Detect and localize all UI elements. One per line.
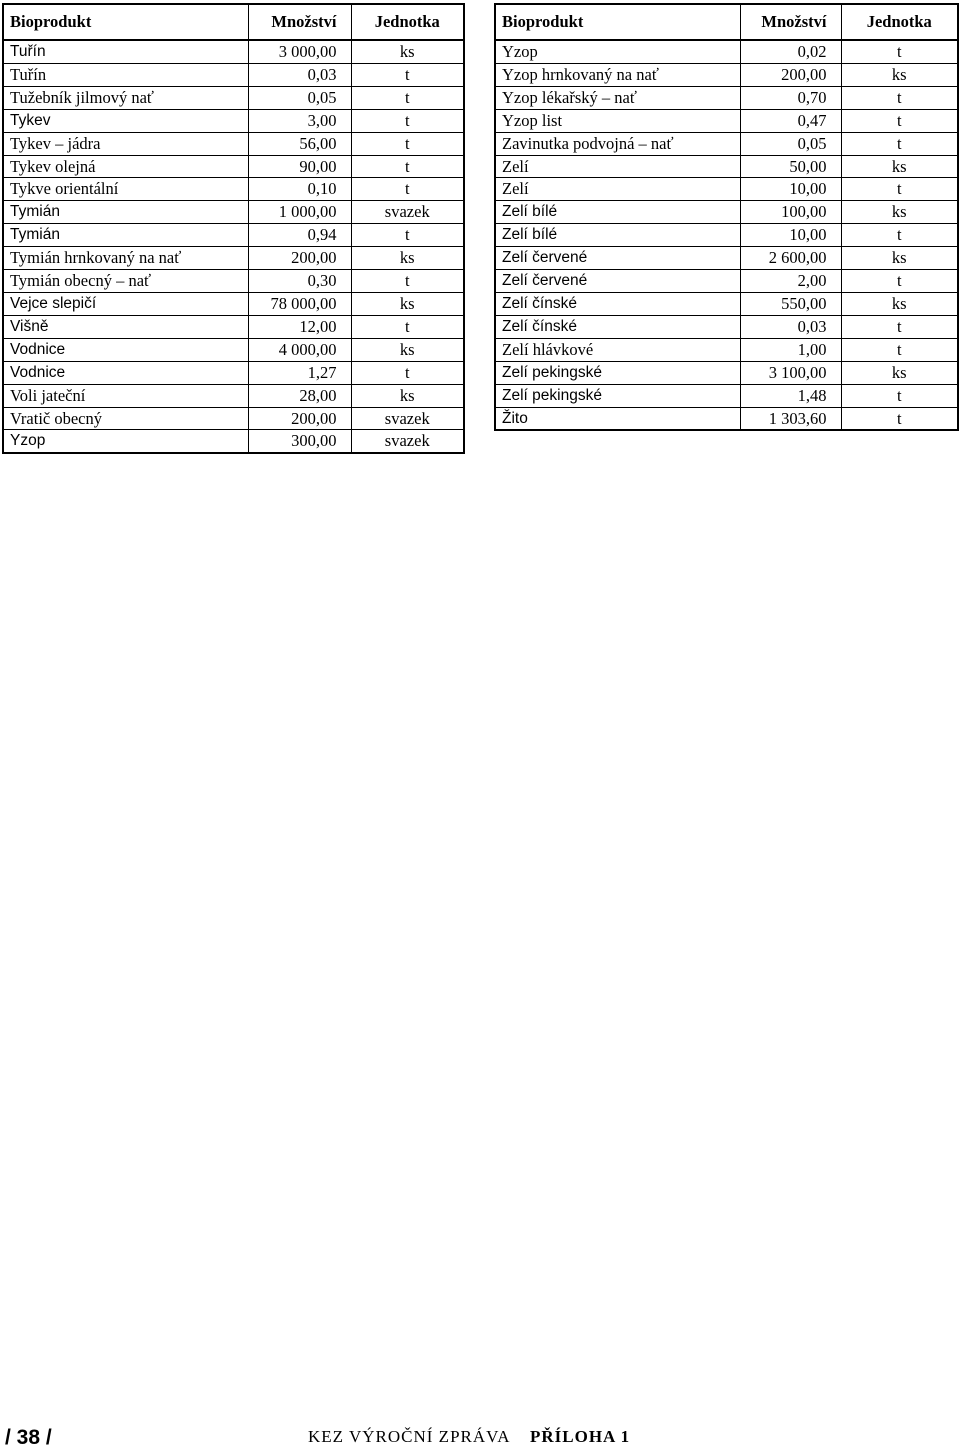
product-cell: Vodnice [3,338,248,361]
table-row [3,247,464,270]
product-cell: Zelí [495,178,740,201]
bioproduct-table-left [2,3,465,454]
product-cell: Tykve orientální [3,178,248,201]
header-product: Bioprodukt [3,4,248,40]
product-cell: Zelí pekingské [495,384,740,407]
quantity-cell: 12,00 [248,315,351,338]
table-row [495,270,958,293]
unit-cell: t [841,315,958,338]
quantity-cell: 10,00 [740,178,841,201]
unit-cell: ks [841,201,958,224]
quantity-cell: 100,00 [740,201,841,224]
table-row [3,40,464,63]
product-cell: Yzop lékařský – nať [495,86,740,109]
quantity-cell: 0,30 [248,270,351,293]
product-cell: Tužebník jilmový nať [3,86,248,109]
unit-cell: t [841,270,958,293]
quantity-cell: 3 100,00 [740,361,841,384]
product-cell: Zelí hlávkové [495,338,740,361]
quantity-cell: 1,27 [248,361,351,384]
table-header-row [495,4,958,40]
table-body [3,40,464,453]
unit-cell: t [841,338,958,361]
bioproduct-table-right [494,3,959,431]
unit-cell: ks [351,338,464,361]
quantity-cell: 2 600,00 [740,247,841,270]
quantity-cell: 200,00 [248,247,351,270]
table-row [3,270,464,293]
table-row [495,247,958,270]
table-row [495,132,958,155]
quantity-cell: 1,00 [740,338,841,361]
quantity-cell: 0,94 [248,224,351,247]
table-row [3,155,464,178]
product-cell: Žito [495,407,740,430]
product-cell: Tuřín [3,40,248,63]
product-cell: Tykev olejná [3,155,248,178]
product-cell: Zelí čínské [495,292,740,315]
quantity-cell: 4 000,00 [248,338,351,361]
table-row [3,361,464,384]
unit-cell: t [841,384,958,407]
quantity-cell: 0,03 [740,315,841,338]
table-row [3,224,464,247]
unit-cell: t [841,224,958,247]
table-row [495,407,958,430]
unit-cell: svazek [351,407,464,430]
quantity-cell: 200,00 [248,407,351,430]
product-cell: Višně [3,315,248,338]
product-cell: Vejce slepičí [3,292,248,315]
table-row [495,63,958,86]
product-cell: Tykev [3,109,248,132]
unit-cell: t [841,40,958,63]
product-cell: Zelí bílé [495,224,740,247]
appendix-label: PŘÍLOHA 1 [530,1427,631,1446]
product-cell: Yzop hrnkovaný na nať [495,63,740,86]
quantity-cell: 0,70 [740,86,841,109]
quantity-cell: 0,05 [740,132,841,155]
quantity-cell: 0,47 [740,109,841,132]
header-unit: Jednotka [841,4,958,40]
unit-cell: t [351,109,464,132]
table-row [495,338,958,361]
table-row [495,201,958,224]
product-cell: Yzop [495,40,740,63]
product-cell: Yzop [3,430,248,453]
table-row [3,201,464,224]
header-quantity: Množství [248,4,351,40]
product-cell: Vodnice [3,361,248,384]
quantity-cell: 2,00 [740,270,841,293]
unit-cell: ks [841,361,958,384]
table-row [495,384,958,407]
table-row [495,361,958,384]
unit-cell: t [351,361,464,384]
table-body [495,40,958,430]
quantity-cell: 0,10 [248,178,351,201]
table-row [495,224,958,247]
unit-cell: ks [351,247,464,270]
table-row [3,86,464,109]
table-row [495,178,958,201]
quantity-cell: 10,00 [740,224,841,247]
quantity-cell: 56,00 [248,132,351,155]
product-cell: Zelí pekingské [495,361,740,384]
quantity-cell: 550,00 [740,292,841,315]
quantity-cell: 0,03 [248,63,351,86]
unit-cell: svazek [351,430,464,453]
quantity-cell: 1 000,00 [248,201,351,224]
unit-cell: t [351,86,464,109]
table-row [495,40,958,63]
table-row [3,315,464,338]
unit-cell: t [841,178,958,201]
unit-cell: ks [841,292,958,315]
product-cell: Voli jateční [3,384,248,407]
product-cell: Zelí [495,155,740,178]
unit-cell: svazek [351,201,464,224]
table-row [3,384,464,407]
unit-cell: t [351,315,464,338]
product-cell: Vratič obecný [3,407,248,430]
quantity-cell: 90,00 [248,155,351,178]
table-row [495,109,958,132]
table-row [3,338,464,361]
quantity-cell: 3,00 [248,109,351,132]
product-cell: Tymián obecný – nať [3,270,248,293]
quantity-cell: 50,00 [740,155,841,178]
quantity-cell: 78 000,00 [248,292,351,315]
table-row [495,292,958,315]
table-row [3,407,464,430]
quantity-cell: 0,02 [740,40,841,63]
header-unit: Jednotka [351,4,464,40]
product-cell: Tuřín [3,63,248,86]
unit-cell: t [351,224,464,247]
product-cell: Tymián [3,201,248,224]
product-cell: Tykev – jádra [3,132,248,155]
product-cell: Yzop list [495,109,740,132]
unit-cell: ks [351,384,464,407]
unit-cell: ks [841,247,958,270]
unit-cell: t [351,132,464,155]
report-title: KEZ VÝROČNÍ ZPRÁVA [308,1427,511,1446]
unit-cell: ks [351,40,464,63]
quantity-cell: 0,05 [248,86,351,109]
quantity-cell: 200,00 [740,63,841,86]
table-row [3,132,464,155]
unit-cell: t [841,407,958,430]
quantity-cell: 1,48 [740,384,841,407]
page-number: / 38 / [5,1426,52,1449]
unit-cell: t [351,155,464,178]
unit-cell: t [351,270,464,293]
product-cell: Tymián hrnkovaný na nať [3,247,248,270]
table-row [3,430,464,453]
product-cell: Tymián [3,224,248,247]
quantity-cell: 3 000,00 [248,40,351,63]
product-cell: Zelí bílé [495,201,740,224]
table-row [495,155,958,178]
table-row [495,315,958,338]
unit-cell: ks [841,155,958,178]
product-cell: Zavinutka podvojná – nať [495,132,740,155]
table-row [3,109,464,132]
table-row [3,63,464,86]
quantity-cell: 300,00 [248,430,351,453]
unit-cell: t [351,178,464,201]
header-product: Bioprodukt [495,4,740,40]
table-row [3,292,464,315]
header-quantity: Množství [740,4,841,40]
page-footer [0,1424,960,1451]
unit-cell: t [841,132,958,155]
unit-cell: t [351,63,464,86]
unit-cell: t [841,109,958,132]
unit-cell: ks [841,63,958,86]
unit-cell: t [841,86,958,109]
unit-cell: ks [351,292,464,315]
table-row [495,86,958,109]
quantity-cell: 28,00 [248,384,351,407]
table-header-row [3,4,464,40]
table-row [3,178,464,201]
product-cell: Zelí červené [495,247,740,270]
quantity-cell: 1 303,60 [740,407,841,430]
product-cell: Zelí červené [495,270,740,293]
product-cell: Zelí čínské [495,315,740,338]
